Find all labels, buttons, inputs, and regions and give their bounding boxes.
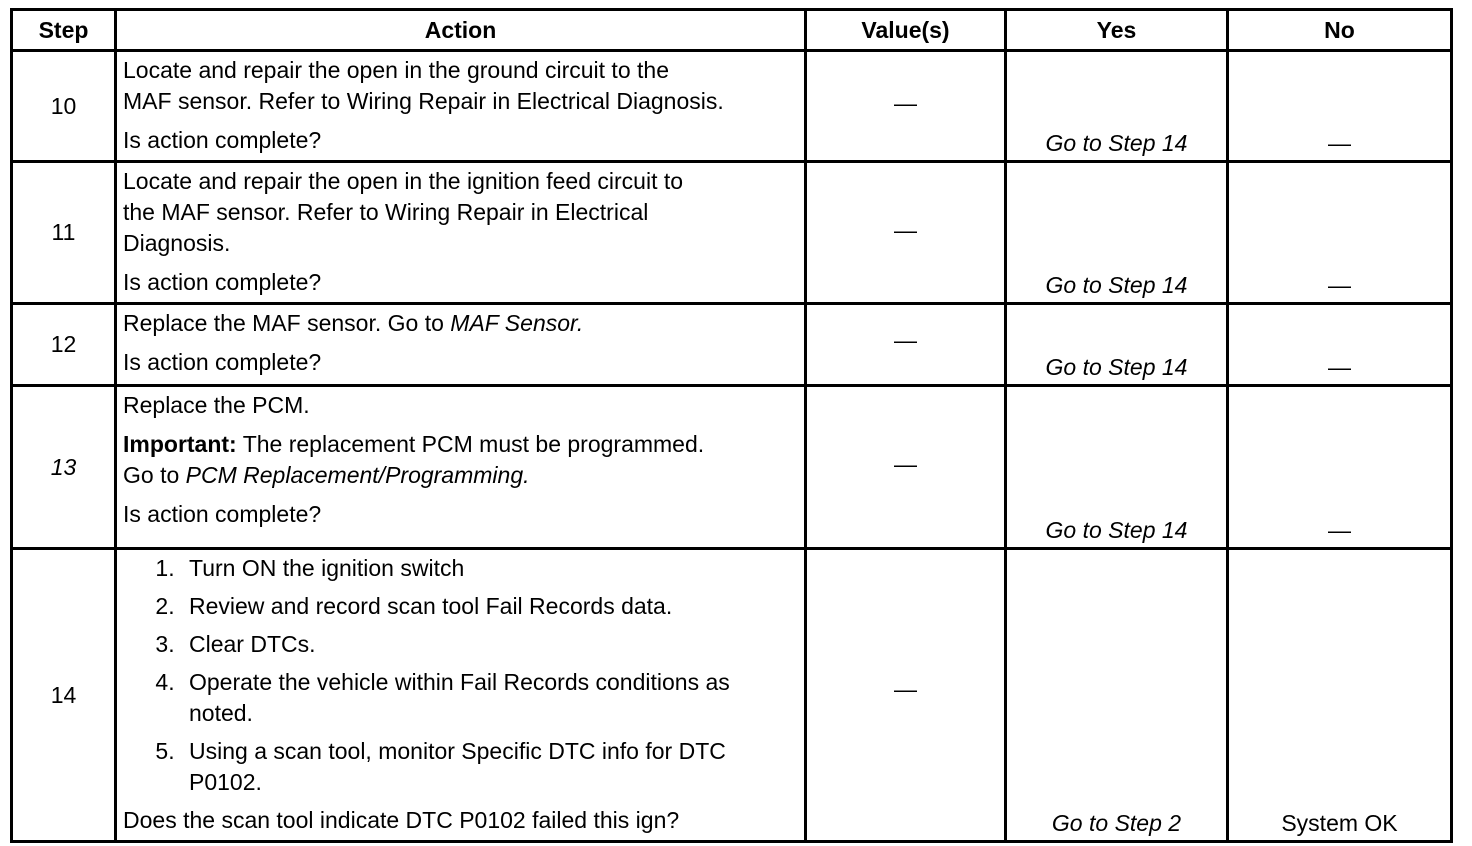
- step-number: 10: [12, 51, 116, 162]
- table-row-step-13: [12, 386, 1452, 549]
- no-cell: —: [1228, 386, 1452, 549]
- action-question: Is action complete?: [123, 501, 322, 527]
- header-step: Step: [12, 10, 116, 51]
- yes-cell: Go to Step 14: [1006, 386, 1228, 549]
- action-cell: [116, 386, 806, 549]
- no-cell: System OK: [1228, 549, 1452, 842]
- action-cell: [116, 51, 806, 162]
- yes-cell: Go to Step 14: [1006, 162, 1228, 304]
- step-number: 12: [12, 304, 116, 386]
- action-line: Locate and repair the open in the ground circuit to the: [123, 57, 669, 83]
- header-yes: Yes: [1006, 10, 1228, 51]
- action-cell: [116, 162, 806, 304]
- action-line: Replace the PCM.: [123, 392, 310, 418]
- value-dash: —: [894, 676, 917, 702]
- no-cell: —: [1228, 51, 1452, 162]
- yes-cell: Go to Step 2: [1006, 549, 1228, 842]
- value-dash: —: [894, 90, 917, 116]
- action-cell: [116, 304, 806, 386]
- step-number: 13: [12, 386, 116, 549]
- header-action: Action: [116, 10, 806, 51]
- action-question: Is action complete?: [123, 349, 322, 375]
- action-line: Diagnosis.: [123, 230, 231, 256]
- procedure-list: [123, 553, 798, 798]
- diagnostic-table: [10, 8, 1453, 843]
- value-dash: —: [894, 451, 917, 477]
- table-row-step-14: [12, 549, 1452, 842]
- action-link[interactable]: PCM Replacement/Programming.: [185, 462, 530, 488]
- header-values: Value(s): [806, 10, 1006, 51]
- list-item: 4. Operate the vehicle within Fail Records conditions as noted.: [181, 667, 798, 729]
- important-note: [123, 429, 798, 460]
- value-cell: [806, 549, 1006, 842]
- important-label: Important:: [123, 431, 237, 457]
- action-cell: [116, 549, 806, 842]
- important-text: The replacement PCM must be programmed.: [236, 431, 705, 457]
- table-row-step-12: [12, 304, 1452, 386]
- action-line: the MAF sensor. Refer to Wiring Repair in Electrical: [123, 199, 649, 225]
- no-cell: —: [1228, 162, 1452, 304]
- value-dash: —: [894, 217, 917, 243]
- value-cell: [806, 386, 1006, 549]
- action-link[interactable]: MAF Sensor.: [450, 310, 584, 336]
- table-row-step-11: [12, 162, 1452, 304]
- step-number: 14: [12, 549, 116, 842]
- action-line: MAF sensor. Refer to Wiring Repair in Electrical Diagnosis.: [123, 88, 724, 114]
- goto-text: Go to: [123, 462, 186, 488]
- list-item: 1. Turn ON the ignition switch: [181, 553, 798, 584]
- list-item: 2. Review and record scan tool Fail Records data.: [181, 591, 798, 622]
- value-dash: —: [894, 327, 917, 353]
- list-item: 3. Clear DTCs.: [181, 629, 798, 660]
- diagnostic-table-wrapper: [10, 8, 1450, 843]
- step-number: 11: [12, 162, 116, 304]
- action-line: [123, 460, 798, 491]
- yes-cell: Go to Step 14: [1006, 51, 1228, 162]
- header-no: No: [1228, 10, 1452, 51]
- action-line: [123, 308, 798, 339]
- list-item: 5. Using a scan tool, monitor Specific DTC info for DTC P0102.: [181, 736, 798, 798]
- action-question: Is action complete?: [123, 127, 322, 153]
- value-cell: [806, 162, 1006, 304]
- action-question: Does the scan tool indicate DTC P0102 failed this ign?: [123, 807, 680, 833]
- table-row-step-10: [12, 51, 1452, 162]
- action-question: Is action complete?: [123, 269, 322, 295]
- action-text: Replace the MAF sensor. Go to: [123, 310, 451, 336]
- value-cell: [806, 51, 1006, 162]
- value-cell: [806, 304, 1006, 386]
- yes-cell: Go to Step 14: [1006, 304, 1228, 386]
- header-row: [12, 10, 1452, 51]
- no-cell: —: [1228, 304, 1452, 386]
- action-line: Locate and repair the open in the ignition feed circuit to: [123, 168, 684, 194]
